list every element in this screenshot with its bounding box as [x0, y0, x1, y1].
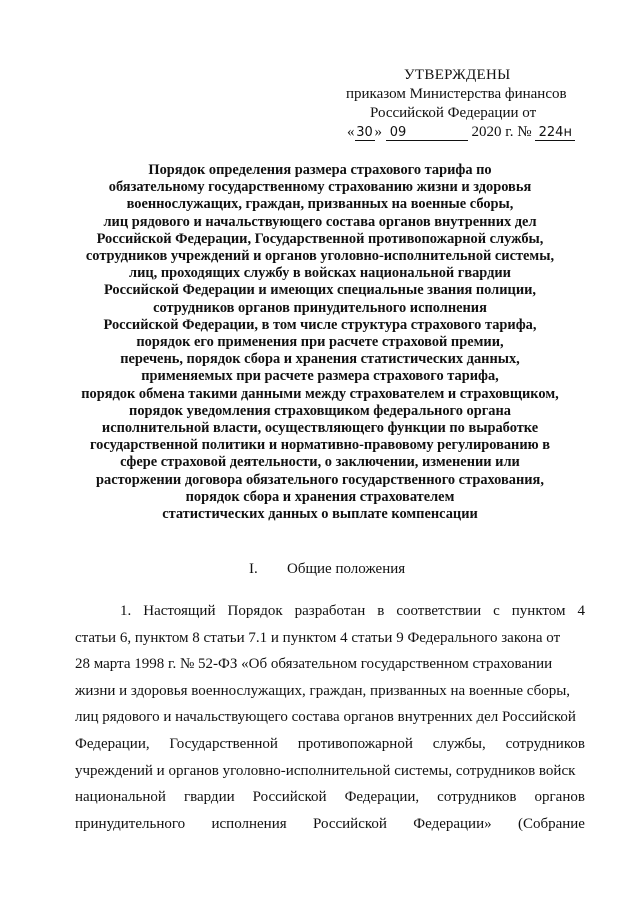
body-line: [75, 598, 585, 625]
body-line: [75, 758, 585, 785]
body-word: 28 марта 1998 г. № 52-ФЗ «Об обязательном государственном страховании: [75, 656, 553, 673]
body-word: сотрудников: [505, 735, 585, 752]
title-line: сотрудников органов принудительного исполнения: [153, 299, 487, 316]
document-title: [40, 162, 600, 523]
body-line: [75, 784, 585, 811]
body-word: соответствии: [396, 603, 482, 619]
date-open-quote: «: [347, 124, 355, 140]
body-line: [75, 625, 585, 652]
body-word: статьи 6, пунктом 8 статьи 7.1 и пунктом 4 статьи 9 Федерального закона от: [75, 629, 561, 646]
title-line: лиц, проходящих службу в войсках национальной гвардии: [129, 265, 511, 282]
title-line: обязательному государственному страхованию жизни и здоровья: [108, 179, 532, 196]
body-word: жизни и здоровья военнослужащих, граждан, призванных на военные сборы,: [75, 682, 571, 699]
title-line: перечень, порядок сбора и хранения статистических данных,: [120, 351, 520, 368]
title-line: Российской Федерации, в том числе структура страхового тарифа,: [103, 316, 537, 333]
body-word: сотрудников: [437, 789, 517, 806]
body-line: [75, 731, 585, 758]
body-line: [75, 811, 585, 838]
approval-date-line: [347, 123, 575, 142]
title-line: Порядок определения размера страхового тарифа по: [148, 162, 492, 178]
title-line: порядок сбора и хранения страхователем: [185, 488, 455, 505]
body-word: исполнения: [211, 815, 287, 832]
body-word: Федерации»: [413, 815, 492, 832]
date-close-quote: »: [374, 124, 382, 140]
body-line: [75, 651, 585, 678]
title-line: статистических данных о выплате компенсации: [162, 506, 478, 523]
title-line: исполнительной власти, осуществляющего функции по выработке: [101, 420, 539, 437]
body-word: в: [377, 603, 385, 619]
body-word: лиц рядового и начальствующего состава органов внутренних дел Российской: [75, 709, 576, 726]
title-line: Российской Федерации, Государственной противопожарной службы,: [96, 230, 544, 247]
approval-line-federation: Российской Федерации от: [370, 105, 537, 121]
body-word: разработан: [294, 603, 366, 619]
body-word: пунктом: [511, 603, 566, 619]
body-word: Российской: [252, 789, 327, 806]
title-line: порядок уведомления страховщиком федерального органа: [129, 402, 511, 419]
title-line: порядок обмена такими данными между страхователем и страховщиком,: [81, 385, 559, 402]
body-word: службы,: [432, 735, 486, 752]
title-line: военнослужащих, граждан, призванных на военные сборы,: [126, 196, 514, 213]
body-word: с: [493, 603, 500, 619]
body-word: Российской: [312, 815, 387, 832]
body-line: [75, 704, 585, 731]
title-line: лиц рядового и начальствующего состава органов внутренних дел: [103, 213, 537, 230]
section-title: Общие положения: [287, 561, 406, 577]
body-word: гвардии: [183, 789, 235, 806]
body-word: Порядок: [227, 603, 283, 619]
body-paragraph: [75, 598, 585, 837]
body-word: учреждений и органов уголовно-исполнительной системы, сотрудников войск: [75, 762, 576, 779]
body-word: Государственной: [169, 735, 278, 752]
body-word: Настоящий: [143, 603, 216, 619]
body-word: 4: [577, 603, 585, 619]
body-word: национальной: [75, 789, 166, 806]
title-line: сфере страховой деятельности, о заключении, изменении или: [120, 454, 520, 471]
title-line: порядок его применения при расчете страховой премии,: [136, 334, 504, 351]
body-word: органов: [534, 789, 585, 806]
approval-day: 30: [356, 125, 373, 140]
body-word: принудительного: [75, 815, 186, 832]
approval-order-number: 224н: [535, 125, 575, 141]
title-line: Российской Федерации и имеющих специальные звания полиции,: [103, 282, 537, 299]
approval-month: 09: [386, 125, 468, 141]
title-line: сотрудников учреждений и органов уголовно-исполнительной системы,: [85, 248, 555, 265]
approval-year: 2020 г. №: [471, 124, 532, 140]
body-word: Федерации,: [75, 735, 150, 752]
body-line: [75, 678, 585, 705]
body-word: противопожарной: [297, 735, 413, 752]
title-line: применяемых при расчете размера страхового тарифа,: [141, 368, 499, 385]
approval-title: УТВЕРЖДЕНЫ: [404, 67, 511, 83]
approval-line-ministry: приказом Министерства финансов: [346, 86, 567, 102]
body-word: 1.: [120, 603, 132, 619]
section-number: I.: [249, 561, 258, 577]
body-word: Федерации,: [344, 789, 420, 806]
title-line: государственной политики и нормативно-правовому регулированию в: [90, 437, 550, 454]
title-line: расторжении договора обязательного государственного страхования,: [96, 471, 544, 488]
body-word: (Собрание: [517, 815, 585, 832]
